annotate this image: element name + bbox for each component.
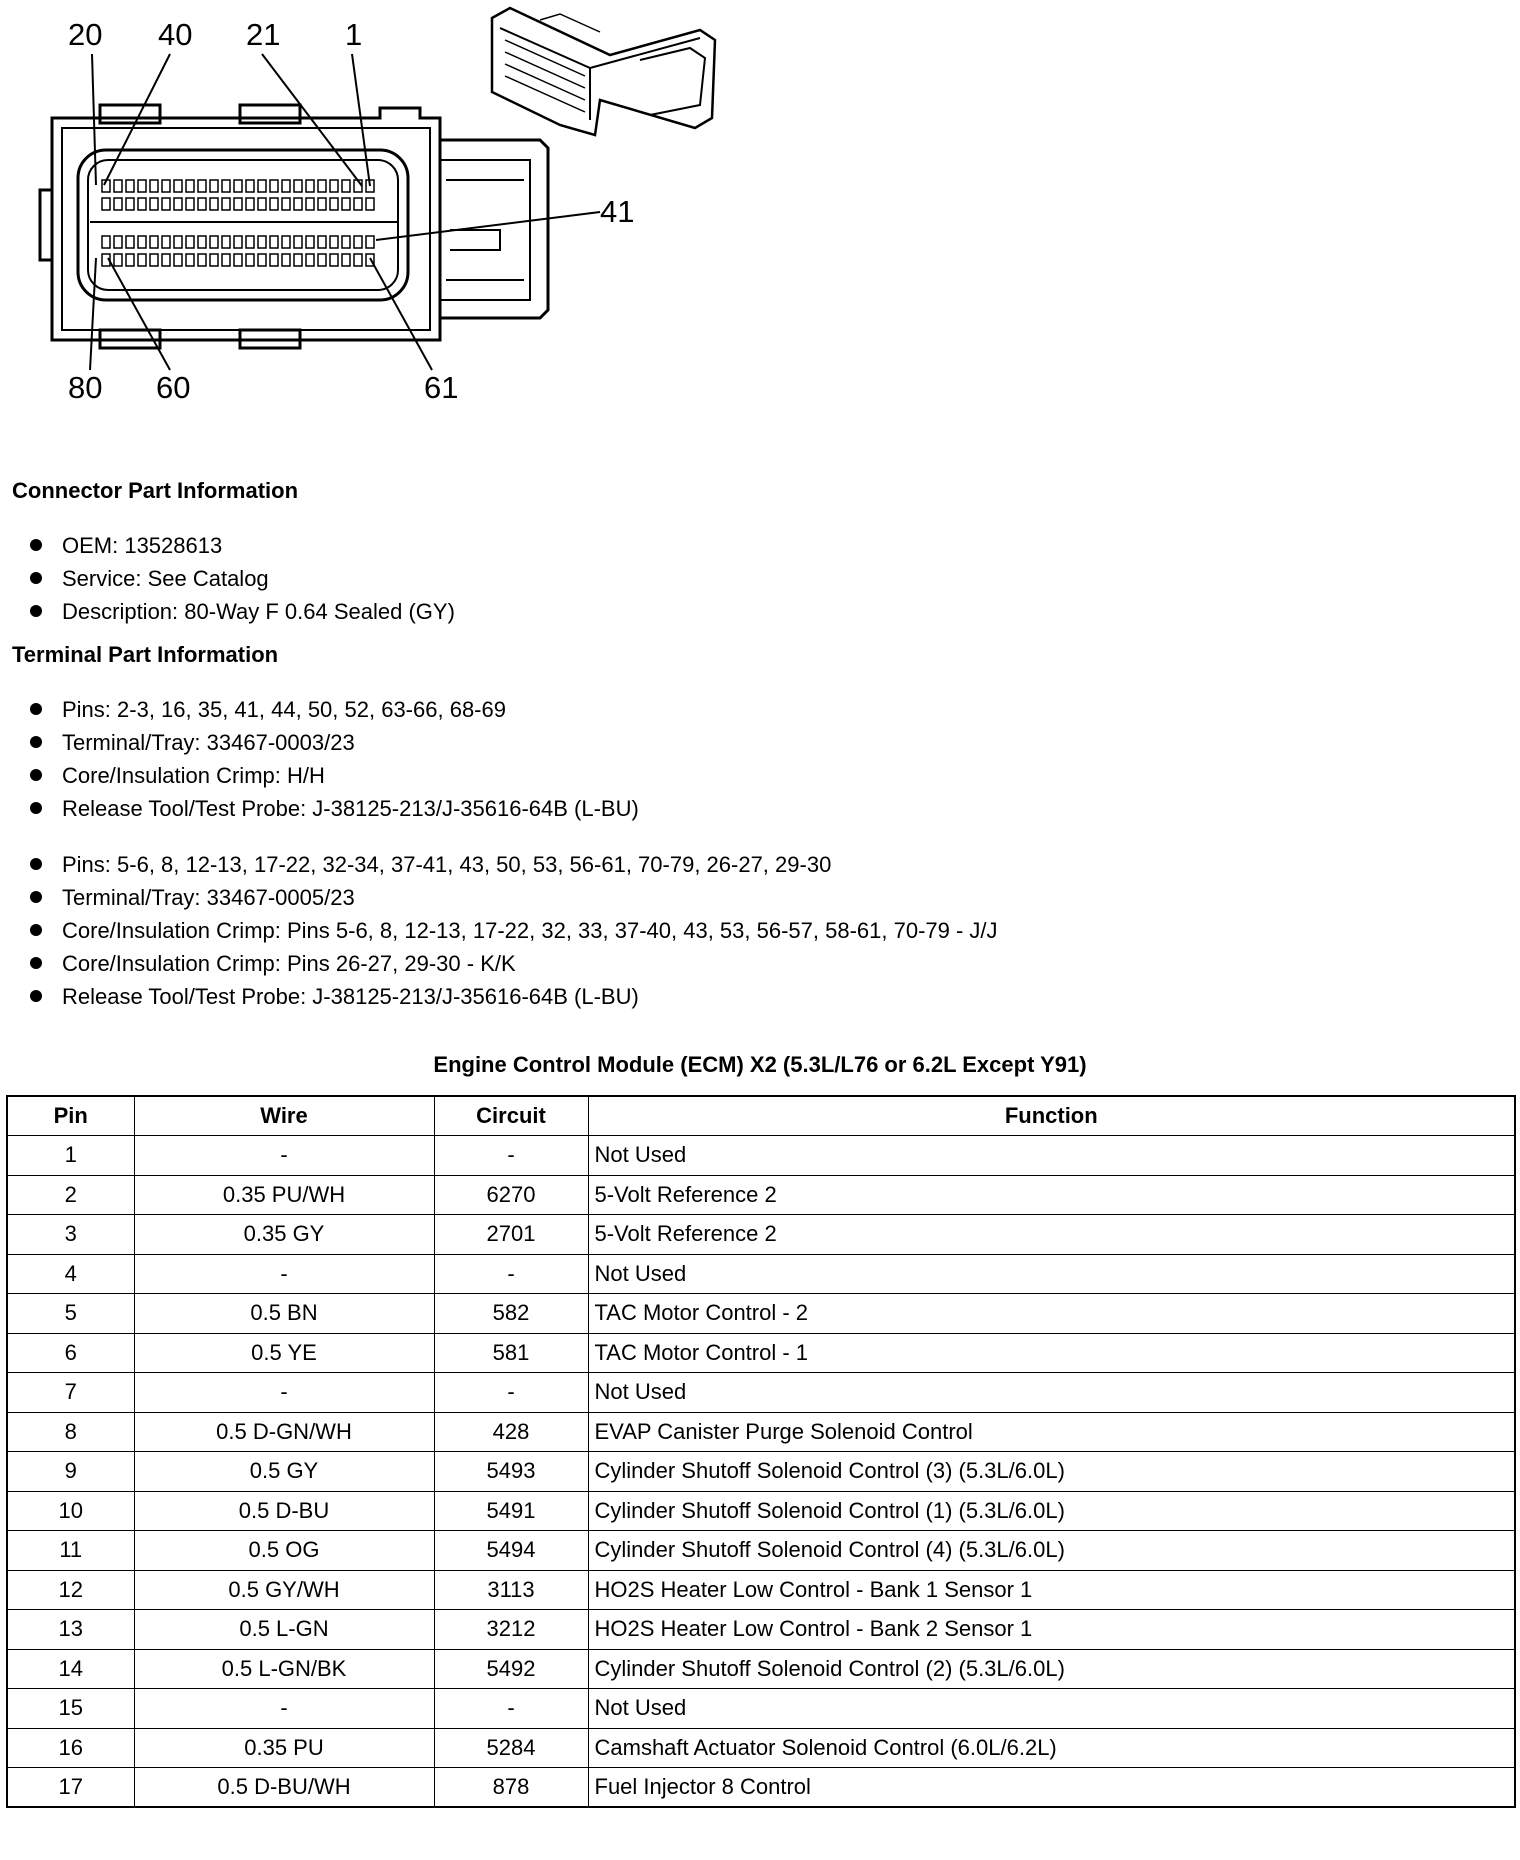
wire-cell: -	[134, 1373, 434, 1413]
wire-cell: 0.5 L-GN/BK	[134, 1649, 434, 1689]
table-row	[7, 1412, 1515, 1452]
circuit-cell: -	[434, 1689, 588, 1729]
pin-cell: 14	[7, 1649, 134, 1689]
pin-cell: 4	[7, 1254, 134, 1294]
function-cell: Not Used	[588, 1689, 1515, 1729]
pin-label-80: 80	[68, 370, 103, 405]
function-cell: Cylinder Shutoff Solenoid Control (2) (5.3L/6.0L)	[588, 1649, 1515, 1689]
list-item: Core/Insulation Crimp: Pins 26-27, 29-30 - K/K	[30, 947, 998, 980]
pin-cell: 5	[7, 1294, 134, 1334]
connector-info-list	[30, 529, 455, 628]
wire-cell: 0.5 OG	[134, 1531, 434, 1571]
pin-table	[6, 1095, 1516, 1808]
function-cell: TAC Motor Control - 2	[588, 1294, 1515, 1334]
wire-cell: 0.5 YE	[134, 1333, 434, 1373]
wire-cell: 0.5 GY/WH	[134, 1570, 434, 1610]
circuit-cell: 5491	[434, 1491, 588, 1531]
circuit-cell: -	[434, 1373, 588, 1413]
wire-cell: 0.35 PU/WH	[134, 1175, 434, 1215]
wire-cell: 0.35 GY	[134, 1215, 434, 1255]
connector-isometric-drawing	[492, 8, 715, 135]
pin-cell: 10	[7, 1491, 134, 1531]
wire-cell: -	[134, 1689, 434, 1729]
pin-leader-lines	[90, 54, 600, 370]
pin-cell: 7	[7, 1373, 134, 1413]
table-row	[7, 1452, 1515, 1492]
circuit-cell: 878	[434, 1768, 588, 1808]
table-row	[7, 1136, 1515, 1176]
table-row	[7, 1333, 1515, 1373]
table-row	[7, 1175, 1515, 1215]
circuit-cell: 428	[434, 1412, 588, 1452]
circuit-cell: 5492	[434, 1649, 588, 1689]
list-item: Core/Insulation Crimp: H/H	[30, 759, 639, 792]
pin-cell: 13	[7, 1610, 134, 1650]
pin-cell: 3	[7, 1215, 134, 1255]
function-cell: Not Used	[588, 1254, 1515, 1294]
pin-label-61: 61	[424, 370, 459, 405]
function-cell: Not Used	[588, 1136, 1515, 1176]
pin-cell: 1	[7, 1136, 134, 1176]
table-row	[7, 1254, 1515, 1294]
circuit-cell: 5494	[434, 1531, 588, 1571]
table-row	[7, 1570, 1515, 1610]
circuit-cell: 5284	[434, 1728, 588, 1768]
wire-cell: 0.5 D-GN/WH	[134, 1412, 434, 1452]
table-row	[7, 1610, 1515, 1650]
pin-cavities-upper-row	[102, 180, 374, 210]
circuit-cell: 2701	[434, 1215, 588, 1255]
pin-cell: 6	[7, 1333, 134, 1373]
circuit-cell: 6270	[434, 1175, 588, 1215]
table-row	[7, 1294, 1515, 1334]
table-row	[7, 1768, 1515, 1808]
terminal-info-heading: Terminal Part Information	[12, 642, 279, 667]
wire-cell: -	[134, 1136, 434, 1176]
table-row	[7, 1373, 1515, 1413]
pin-cell: 2	[7, 1175, 134, 1215]
table-row	[7, 1689, 1515, 1729]
list-item: Pins: 2-3, 16, 35, 41, 44, 50, 52, 63-66, 68-69	[30, 693, 639, 726]
function-cell: Camshaft Actuator Solenoid Control (6.0L/6.2L)	[588, 1728, 1515, 1768]
table-header-row	[7, 1096, 1515, 1136]
circuit-cell: 5493	[434, 1452, 588, 1492]
wire-cell: 0.5 BN	[134, 1294, 434, 1334]
list-item: Description: 80-Way F 0.64 Sealed (GY)	[30, 595, 455, 628]
pin-cell: 11	[7, 1531, 134, 1571]
wire-cell: 0.5 GY	[134, 1452, 434, 1492]
function-cell: 5-Volt Reference 2	[588, 1175, 1515, 1215]
wire-cell: 0.5 L-GN	[134, 1610, 434, 1650]
table-row	[7, 1728, 1515, 1768]
function-cell: EVAP Canister Purge Solenoid Control	[588, 1412, 1515, 1452]
function-cell: HO2S Heater Low Control - Bank 2 Sensor 1	[588, 1610, 1515, 1650]
list-item: Release Tool/Test Probe: J-38125-213/J-35616-64B (L-BU)	[30, 792, 639, 825]
pin-cell: 12	[7, 1570, 134, 1610]
function-cell: Not Used	[588, 1373, 1515, 1413]
function-cell: Cylinder Shutoff Solenoid Control (4) (5.3L/6.0L)	[588, 1531, 1515, 1571]
pin-label-21: 21	[246, 17, 281, 52]
table-row	[7, 1491, 1515, 1531]
list-item: Service: See Catalog	[30, 562, 455, 595]
function-cell: Fuel Injector 8 Control	[588, 1768, 1515, 1808]
column-header-wire: Wire	[134, 1096, 434, 1136]
table-row	[7, 1649, 1515, 1689]
wire-cell: 0.5 D-BU	[134, 1491, 434, 1531]
pin-label-1: 1	[345, 17, 363, 52]
circuit-cell: -	[434, 1254, 588, 1294]
pin-cavities-lower-row	[102, 236, 374, 266]
terminal-info-list-1	[30, 693, 639, 825]
circuit-cell: 582	[434, 1294, 588, 1334]
list-item: Terminal/Tray: 33467-0003/23	[30, 726, 639, 759]
column-header-circuit: Circuit	[434, 1096, 588, 1136]
wire-cell: 0.5 D-BU/WH	[134, 1768, 434, 1808]
table-row	[7, 1531, 1515, 1571]
connector-diagram	[0, 0, 740, 410]
pin-label-40: 40	[158, 17, 193, 52]
connector-info-heading: Connector Part Information	[12, 478, 299, 503]
wire-cell: 0.35 PU	[134, 1728, 434, 1768]
circuit-cell: 581	[434, 1333, 588, 1373]
table-body	[7, 1136, 1515, 1808]
list-item: Pins: 5-6, 8, 12-13, 17-22, 32-34, 37-41, 43, 50, 53, 56-61, 70-79, 26-27, 29-30	[30, 848, 998, 881]
pin-cell: 15	[7, 1689, 134, 1729]
pin-label-60: 60	[156, 370, 191, 405]
function-cell: Cylinder Shutoff Solenoid Control (1) (5.3L/6.0L)	[588, 1491, 1515, 1531]
table-row	[7, 1215, 1515, 1255]
function-cell: HO2S Heater Low Control - Bank 1 Sensor 1	[588, 1570, 1515, 1610]
pin-label-41: 41	[600, 194, 635, 229]
circuit-cell: 3113	[434, 1570, 588, 1610]
list-item: Core/Insulation Crimp: Pins 5-6, 8, 12-13, 17-22, 32, 33, 37-40, 43, 53, 56-57, 58-61, 70-79 - J/J	[30, 914, 998, 947]
wire-cell: -	[134, 1254, 434, 1294]
pin-cell: 17	[7, 1768, 134, 1808]
column-header-pin: Pin	[7, 1096, 134, 1136]
function-cell: TAC Motor Control - 1	[588, 1333, 1515, 1373]
pin-cell: 16	[7, 1728, 134, 1768]
function-cell: 5-Volt Reference 2	[588, 1215, 1515, 1255]
list-item: OEM: 13528613	[30, 529, 455, 562]
pin-cell: 9	[7, 1452, 134, 1492]
terminal-info-list-2	[30, 848, 998, 1013]
function-cell: Cylinder Shutoff Solenoid Control (3) (5.3L/6.0L)	[588, 1452, 1515, 1492]
connector-face-drawing	[40, 105, 548, 348]
pin-cell: 8	[7, 1412, 134, 1452]
circuit-cell: 3212	[434, 1610, 588, 1650]
column-header-function: Function	[588, 1096, 1515, 1136]
list-item: Release Tool/Test Probe: J-38125-213/J-35616-64B (L-BU)	[30, 980, 998, 1013]
pin-label-20: 20	[68, 17, 103, 52]
list-item: Terminal/Tray: 33467-0005/23	[30, 881, 998, 914]
circuit-cell: -	[434, 1136, 588, 1176]
table-title: Engine Control Module (ECM) X2 (5.3L/L76 or 6.2L Except Y91)	[433, 1052, 1087, 1077]
